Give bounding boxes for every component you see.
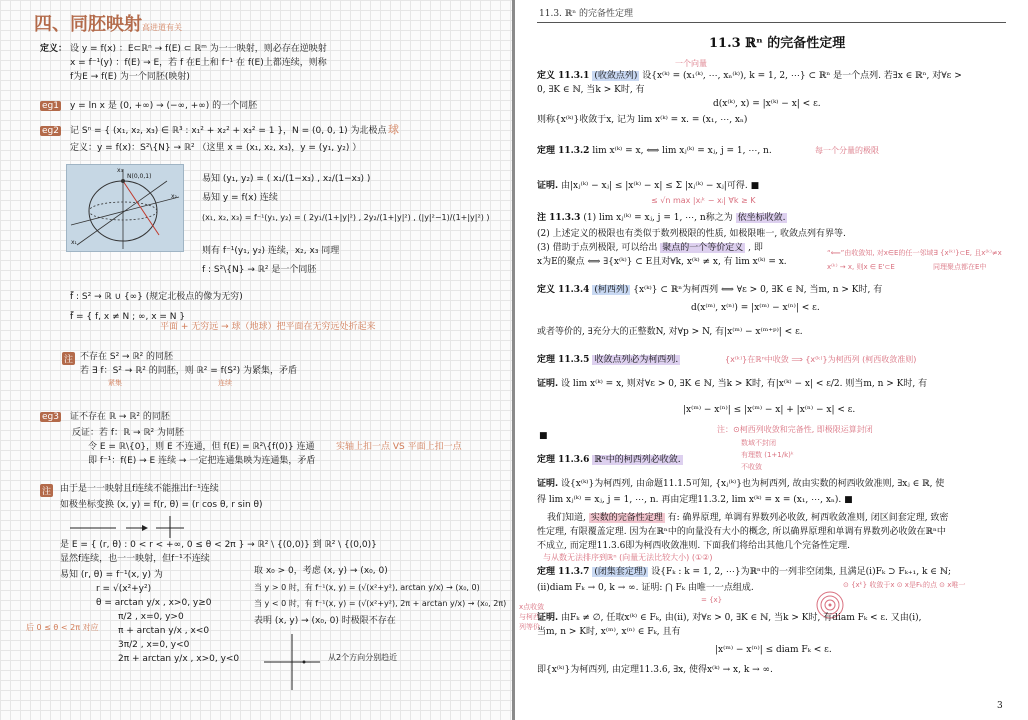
theorem-label: 定理 11.3.7 (537, 567, 590, 577)
page-number: 3 (997, 701, 1003, 711)
proof-text: 设 lim x⁽ᵏ⁾ = x, 则对∀ε > 0, ∃K ∈ ℕ, 当k > K时, 有|x⁽ᵏ⁾ − x| < ε/2. 则当m, n > K时, 有 (561, 379, 928, 389)
definition-formula: d(x⁽ᵏ⁾, x) = |x⁽ᵏ⁾ − x| < ε. (713, 99, 821, 109)
definition-label: 定义 11.3.4 (537, 285, 590, 295)
theorem-note: 不收敛 (741, 463, 762, 471)
example-3-line: 证不存在 ℝ → ℝ² 的同胚 (70, 412, 170, 422)
paragraph-text: 我们知道, (547, 513, 586, 523)
theorem-label: 定理 11.3.5 (537, 355, 590, 365)
compactification-line: f̃ : S² → ℝ ∪ {∞} (规定北极点的像为无穷) (70, 292, 243, 302)
proof-text: 当m, n > K时, x⁽ᵐ⁾, x⁽ⁿ⁾ ∈ Fₖ, 且有 (537, 627, 681, 637)
paragraph-text: 不成立, 而定理11.3.6即为柯西收敛准则. 下面我们将给出其他几个完备性定理. (537, 541, 850, 551)
proof-text: 由Fₖ ≠ ∅, 任取x⁽ᵏ⁾ ∈ Fₖ, 由(ii), 对∀ε > 0, ∃K ∈ ℕ, 当k > K时, 有diam Fₖ < ε. 又由(i), (561, 613, 922, 623)
proof-11-3-2 (537, 180, 759, 192)
limit-line: 当 y > 0 时，有 f⁻¹(x, y) = (√(x²+y²), arctan y/x) → (x₀, 0) (254, 583, 480, 592)
proof-text: 得 lim xⱼ⁽ᵏ⁾ = xⱼ, j = 1, ⋯, n. 再由定理11.3.2, lim x⁽ᵏ⁾ = x = (x₁, ⋯, xₙ). (537, 495, 842, 505)
qed-mark: ■ (750, 181, 760, 191)
note-1-sub: 连续 (218, 379, 232, 387)
notes-title: 四、同胚映射 (34, 14, 142, 35)
proof-line-2 (537, 494, 853, 506)
proof-text: 由|xⱼ⁽ᵏ⁾ − xⱼ| ≤ |x⁽ᵏ⁾ − x| ≤ Σ |xⱼ⁽ᵏ⁾ − xⱼ|可得. (561, 181, 748, 191)
example-3-line: 即 f⁻¹：f(E) → E 连续 → 一定把连通集映为连通集，矛盾 (88, 456, 316, 466)
proof-note: 注：⊙柯西列收敛和完备性, 即极限运算封闭 (717, 425, 873, 434)
ball-note: 球 (388, 123, 399, 136)
diagram-label: N(0,0,1) (127, 173, 152, 180)
definition-formula: d(x⁽ᵐ⁾, x⁽ⁿ⁾) = |x⁽ᵐ⁾ − x⁽ⁿ⁾| < ε. (691, 303, 820, 313)
note-1-line: 不存在 S² → ℝ² 的同胚 (80, 352, 174, 362)
definition-text: 设{x⁽ᵏ⁾ = (x₁⁽ᵏ⁾, ⋯, xₙ⁽ᵏ⁾), k = 1, 2, ⋯} ⊂ ℝⁿ 是一个点列. 若∃x ∈ ℝⁿ, 对∀ε > (642, 71, 962, 81)
sphere-projection-diagram (66, 164, 184, 252)
theorem-highlight: ℝⁿ中的柯西列必收敛. (594, 455, 681, 465)
example-3-note: 实轴上扣一点 VS 平面上扣一点 (336, 442, 462, 452)
definition-text: 0, ∃K ∈ ℕ, 当k > K时, 有 (537, 85, 645, 95)
theorem-term: (闭集套定理) (594, 567, 647, 577)
proof-label: 证明. (537, 379, 559, 389)
remark-text: (3) 借助于点列极限, 可以给出 (537, 243, 658, 253)
approach-axes-sketch (262, 632, 322, 692)
definition-11-3-4 (537, 284, 882, 296)
title-note: 高进道有关 (142, 23, 182, 32)
definition-label: 定义 11.3.1 (537, 71, 590, 81)
theorem-text: 设{Fₖ : k = 1, 2, ⋯}为ℝⁿ中的一列非空闭集, 且满足(i)Fₖ ⊃ Fₖ₊₁, k ∈ ℕ; (651, 567, 952, 577)
remark-text: x为E的聚点 ⟺ ∃{x⁽ᵏ⁾} ⊂ E且对∀k, x⁽ᵏ⁾ ≠ x, 有 lim x⁽ᵏ⁾ = x. (537, 257, 787, 267)
remark-note: “⟸”由收敛知, 对x∈E的任一邻域∃ {x⁽ᵏ⁾}⊂E, 且x⁽ᵏ⁾≠x (827, 249, 1002, 257)
proof-text: 即{x⁽ᵏ⁾}为柯西列, 由定理11.3.6, ∃x, 使得x⁽ᵏ⁾ → x, k → ∞. (537, 665, 773, 675)
theorem-note: 有理数 (1+1/k)ᵏ (741, 451, 794, 459)
note-2-line: 由于是一一映射且f连续不能推出f⁻¹连续 (60, 484, 219, 494)
limit-line: 取 x₀ > 0，考虑 (x, y) → (x₀, 0) (254, 566, 388, 576)
handwritten-notes-page (0, 0, 512, 720)
theorem-note: 数域不封闭 (741, 439, 776, 447)
projection-line: 易知 (y₁, y₂) = ( x₁/(1−x₃) , x₂/(1−x₃) ) (202, 174, 371, 184)
proof-formula: |x⁽ᵐ⁾ − x⁽ⁿ⁾| ≤ |x⁽ᵐ⁾ − x| + |x⁽ⁿ⁾ − x| < ε. (683, 405, 856, 415)
diagram-label: x₂ (171, 193, 177, 200)
theorem-label: 定理 11.3.6 (537, 455, 590, 465)
proof-11-3-6 (537, 478, 944, 490)
completeness-paragraph (547, 512, 948, 524)
note-2-line: 显然f连续，也一一映射，但f⁻¹不连续 (60, 554, 210, 564)
note-1-line: 若 ∃ f：S² → ℝ² 的同胚，则 ℝ² = f(S²) 为紧集，矛盾 (80, 366, 297, 376)
remark-text: , 即 (748, 243, 763, 253)
section-title: 11.3 ℝⁿ 的完备性定理 (709, 36, 846, 51)
proof-formula: |x⁽ᵐ⁾ − x⁽ⁿ⁾| ≤ diam Fₖ < ε. (715, 645, 832, 655)
definition-text: 则称{x⁽ᵏ⁾}收敛于x, 记为 lim x⁽ᵏ⁾ = x. = (x₁, ⋯, xₙ) (537, 115, 748, 125)
proof-label: 证明. (537, 613, 559, 623)
definition-label: 定义： (40, 44, 68, 54)
definition-term: (柯西列) (594, 285, 629, 295)
theorem-11-3-5 (537, 354, 680, 366)
compactification-line: f̃ = { f, x ≠ N ; ∞, x = N } (70, 312, 186, 322)
header-rule (537, 22, 1006, 23)
example-label: eg3 (42, 412, 59, 422)
note-2-line: 是 E = { (r, θ) : 0 < r < +∞, 0 ≤ θ < 2π } → ℝ² \ {(0,0)} 到 ℝ² \ {(0,0)} (60, 540, 377, 550)
definition-text: 或者等价的, ∃充分大的正整数N, 对∀p > N, 有|x⁽ᵐ⁾ − x⁽ᵐ⁺ᵖ⁾| < ε. (537, 327, 803, 337)
proof-11-3-7 (537, 612, 922, 624)
inverse-theta: π/2 , x=0, y>0 (118, 612, 184, 622)
paragraph-note: 与从数无法排序到ℝⁿ (向量无法比较大小) (①②) (543, 553, 713, 562)
inverse-theta: θ = arctan y/x , x>0, y≥0 (96, 598, 212, 608)
paragraph-highlight: 实数的完备性定理 (590, 513, 663, 523)
qed-mark: ■ (844, 495, 853, 505)
proof-text: 设{x⁽ᵏ⁾}为柯西列, 由命题11.1.5可知, {xⱼ⁽ᵏ⁾}也为柯西列, 故由实数的柯西收敛准则, ∃xⱼ ∈ ℝ, 使 (561, 479, 945, 489)
proof-note: ≤ √n max |xᵢᵏ − xᵢ| ∀k ≥ K (651, 196, 756, 205)
diagram-label: x₁ (71, 239, 77, 246)
definition-term: (收敛点列) (594, 71, 638, 81)
running-header: 11.3. ℝⁿ 的完备性定理 (539, 9, 633, 19)
proof-label: 证明. (537, 181, 559, 191)
theorem-note: = {x} (701, 596, 723, 604)
theorem-note: ⊙ {xᵏ} 收敛于x ⊙ x是Fₖ的点 ⊙ x唯一 (843, 581, 966, 589)
theorem-text: lim x⁽ᵏ⁾ = x, ⟺ lim xⱼ⁽ᵏ⁾ = xⱼ, j = 1, ⋯, n. (592, 146, 772, 156)
diagram-label: x₃ (117, 167, 123, 174)
note-label: 注 (40, 484, 53, 497)
inverse-theta: 2π + arctan y/x , x>0, y<0 (118, 654, 240, 664)
theorem-note: {x⁽ᵏ⁾}在ℝⁿ中收敛 ⟹ {x⁽ᵏ⁾}为柯西列 (柯西收敛准则) (725, 355, 917, 364)
sphere-drawing (67, 165, 183, 251)
example-3-line: 反证：若 f：ℝ → ℝ² 为同胚 (72, 428, 185, 438)
note-1-sub: 紧集 (108, 379, 122, 387)
proof-label: 证明. (537, 479, 559, 489)
approach-note: 从2个方向分别趋近 (328, 653, 398, 662)
paragraph-text: 性定理, 有限覆盖定理. 因为在ℝⁿ中的向量没有大小的概念, 所以确界原理和单调有界数列必收敛在ℝⁿ中 (537, 527, 946, 537)
remark-highlight: 聚点的一个等价定义 (662, 243, 744, 253)
theorem-label: 定理 11.3.2 (537, 146, 590, 156)
textbook-page (515, 0, 1028, 720)
definition-line: 设 y = f(x) ：E⊂ℝⁿ → f(E) ⊂ ℝᵐ 为一一映射，则必存在逆映射 (70, 44, 327, 54)
projection-line: 则有 f⁻¹(y₁, y₂) 连续，x₂, x₃ 同理 (202, 246, 340, 256)
remark-label: 注 11.3.3 (537, 213, 581, 223)
example-2-line: 定义：y = f(x)：S²\{N} → ℝ² （这里 x = (x₁, x₂, x₃)，y = (y₁, y₂) ） (70, 143, 362, 153)
theorem-11-3-2 (537, 145, 772, 157)
remark-line-3 (537, 242, 763, 254)
theorem-11-3-6 (537, 454, 683, 466)
compactification-note: 平面 + 无穷远 → 球（地球）把平面在无穷远处折起来 (160, 322, 376, 332)
limit-line: 表明 (x, y) → (x₀, 0) 时极限不存在 (254, 616, 396, 626)
paragraph-text: 有: 确界原理, 单调有界数列必收敛, 柯西收敛准则, 闭区间套定理, 致密 (667, 513, 949, 523)
theorem-text: (ii)diam Fₖ → 0, k → ∞. 证明: ⋂ Fₖ 由唯一一点组成. (537, 583, 754, 593)
limit-line: 当 y < 0 时，有 f⁻¹(x, y) = (√(x²+y²), 2π + arctan y/x) → (x₀, 2π) (254, 599, 507, 608)
remark-11-3-3 (537, 212, 787, 224)
inverse-theta: 3π/2 , x=0, y<0 (118, 640, 190, 650)
definition-line: f为E → f(E) 为一个同胚(映射) (70, 72, 190, 82)
example-3-line: 令 E = ℝ\{0}，则 E 不连通，但 f(E) = ℝ²\{f(0)} 连通 (88, 442, 315, 452)
remark-text: (2) 上述定义的极限也有类似于数列极限的性质, 如极限唯一, 收敛点列有界等. (537, 229, 846, 239)
component-limit-note: 每一个分量的极限 (815, 146, 879, 155)
theta-side-note: 后 0 ≤ θ < 2π 对应 (26, 623, 99, 632)
polar-map-sketch (66, 514, 186, 538)
qed-mark: ■ (539, 431, 548, 441)
remark-highlight: 依坐标收敛. (737, 213, 786, 223)
projection-line: 易知 y = f(x) 连续 (202, 193, 278, 203)
inverse-r: r = √(x²+y²) (96, 584, 152, 594)
proof-11-3-5 (537, 378, 927, 390)
side-note: 与柯西 (519, 613, 540, 621)
remark-note: 同理聚点都在E中 (933, 263, 987, 271)
example-2-line: 记 Sⁿ = { (x₁, x₂, x₃) ∈ ℝ³ : x₁² + x₂² + x₃² = 1 }，N = (0, 0, 1) 为北极点 (70, 126, 387, 136)
definition-text: {x⁽ᵏ⁾} ⊂ ℝⁿ为柯西列 ⟺ ∀ε > 0, ∃K ∈ ℕ, 当m, n > K时, 有 (633, 285, 883, 295)
projection-line: f : S²\{N} → ℝ² 是一个同胚 (202, 265, 317, 275)
projection-line: (x₁, x₂, x₃) = f⁻¹(y₁, y₂) = ( 2y₁/(1+|y|²) , 2y₂/(1+|y|²) , (|y|²−1)/(1+|y|²) ) (202, 213, 490, 222)
remark-note: x⁽ᵏ⁾ → x, 则x ∈ E'⊂E (827, 263, 895, 271)
side-note: 列等价 (519, 623, 540, 631)
example-label: eg1 (42, 101, 59, 111)
note-2-line: 如极坐标变换 (x, y) = f(r, θ) = (r cos θ, r sin θ) (60, 500, 263, 510)
side-note: x点收敛 (519, 603, 545, 611)
definition-line: x = f⁻¹(y) ：f(E) → E，若 f 在E上和 f⁻¹ 在 f(E)上都连续，则称 (70, 58, 327, 68)
note-2-line: 易知 (r, θ) = f⁻¹(x, y) 为 (60, 570, 163, 580)
example-label: eg2 (42, 126, 59, 136)
theorem-11-3-7 (537, 566, 951, 578)
note-label: 注 (62, 352, 75, 365)
definition-11-3-1 (537, 70, 962, 82)
remark-text: (1) lim xⱼ⁽ᵏ⁾ = xⱼ, j = 1, ⋯, n称之为 (583, 213, 733, 223)
theorem-highlight: 收敛点列必为柯西列. (594, 355, 679, 365)
vector-note: 一个向量 (675, 59, 707, 68)
example-1-text: y = ln x 是 (0, +∞) → (−∞, +∞) 的一个同胚 (70, 101, 258, 111)
inverse-theta: π + arctan y/x , x<0 (118, 626, 210, 636)
